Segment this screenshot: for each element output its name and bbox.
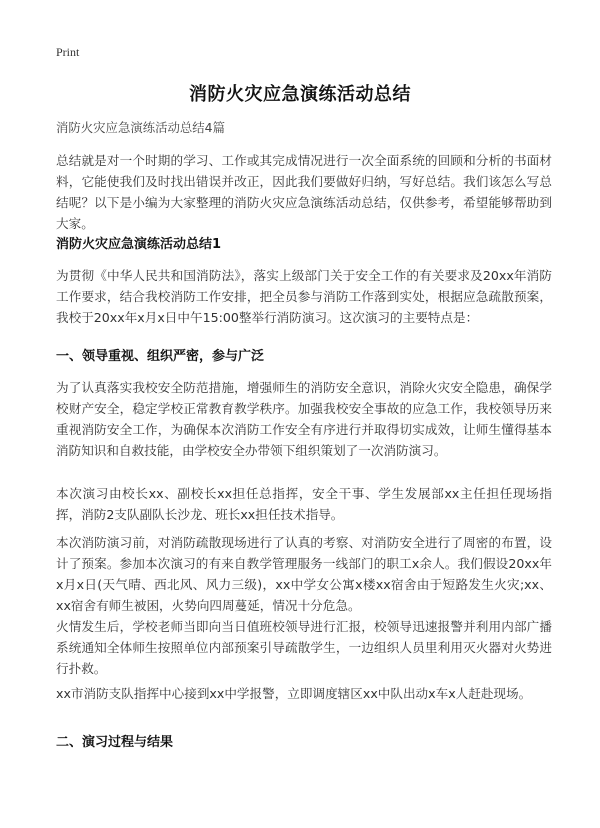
subsection-heading: 一、领导重视、组织严密，参与广泛 [56, 349, 265, 364]
section-paragraph: 为贯彻《中华人民共和国消防法》，落实上级部门关于安全工作的有关要求及20xx年消防工作要求，结合我校消防工作安排，把全员参与消防工作落到实处，根据应急疏散预案，我校于20xx年x月x日中午15:00整举行消防演习。这次演习的主要特点是： [56, 268, 552, 325]
section-heading: 消防火灾应急演练活动总结1 [56, 237, 222, 252]
body-paragraph: 本次消防演习前，对消防疏散现场进行了认真的考察、对消防安全进行了周密的布置，设计了预案。参加本次演习的有来自教学管理服务一线部门的职工x余人。我们假设20xx年x月x日(天气晴、西北风、风力三级)，xx中学女公寓x楼xx宿舍由于短路发生火灾;xx、xx宿舍有师生被困，火势向四周蔓延，情况十分危急。 [56, 535, 552, 613]
document-title: 消防火灾应急演练活动总结 [189, 84, 411, 105]
subsection-heading: 二、演习过程与结果 [56, 735, 174, 750]
body-paragraph: 为了认真落实我校安全防范措施，增强师生的消防安全意识，消除火灾安全隐患，确保学校财产安全，稳定学校正常教育教学秩序。加强我校安全事故的应急工作，我校领导历来重视消防安全工作，为确保本次消防工作安全有序进行并取得切实成效，让师生懂得基本消防知识和自救技能，由学校安全办带领下组织策划了一次消防演习。 [56, 380, 552, 458]
document-subtitle: 消防火灾应急演练活动总结4篇 [56, 120, 225, 135]
intro-paragraph: 总结就是对一个时期的学习、工作或其完成情况进行一次全面系统的回顾和分析的书面材料，它能使我们及时找出错误并改正，因此我们要做好归纳，写好总结。我们该怎么写总结呢？以下是小编为大家整理的消防火灾应急演练活动总结，仅供参考，希望能够帮助到大家。 [56, 153, 552, 231]
body-paragraph: 本次演习由校长xx、副校长xx担任总指挥，安全干事、学生发展部xx主任担任现场指挥，消防2支队副队长沙龙、班长xx担任技术指导。 [56, 486, 552, 522]
body-paragraph: 火情发生后，学校老师当即向当日值班校领导进行汇报，校领导迅速报警并利用内部广播系统通知全体师生按照单位内部预案引导疏散学生，一边组织人员里利用灭火器对火势进行扑救。 [56, 619, 552, 676]
body-paragraph: xx市消防支队指挥中心接到xx中学报警，立即调度辖区xx中队出动x车x人赶赴现场。 [56, 686, 532, 701]
print-label[interactable]: Print [56, 45, 80, 59]
